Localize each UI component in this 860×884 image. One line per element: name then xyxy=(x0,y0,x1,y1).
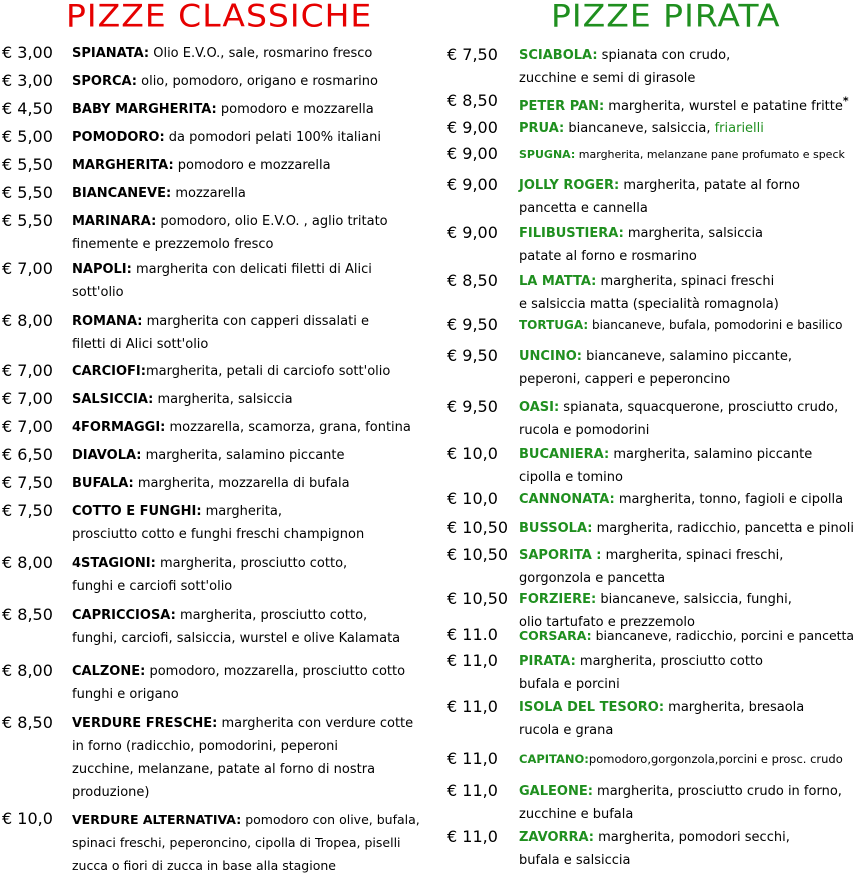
item-description: da pomodori pelati 100% italiani xyxy=(164,130,381,145)
menu-item xyxy=(519,650,763,696)
item-price: € 6,50 xyxy=(2,445,53,464)
item-line xyxy=(519,521,854,536)
menu-item xyxy=(72,712,413,804)
item-name: TORTUGA: xyxy=(519,318,589,332)
item-name: SPUGNA: xyxy=(519,148,576,161)
item-description-continued: funghi e origano xyxy=(72,687,179,702)
item-name: CARCIOFI: xyxy=(72,364,146,379)
item-description: biancaneve, salsiccia, xyxy=(564,121,715,136)
item-price: € 5,00 xyxy=(2,127,53,146)
item-line xyxy=(519,95,849,115)
item-name: POMODORO: xyxy=(72,130,165,145)
item-description: margherita, radicchio, pancetta e pinoli xyxy=(592,521,854,536)
item-description: margherita, prosciutto cotto, xyxy=(175,608,368,623)
menu-item xyxy=(72,472,350,495)
item-name: SPIANATA: xyxy=(72,46,150,61)
item-line xyxy=(519,178,800,193)
menu-item xyxy=(72,552,347,598)
item-price: € 10,50 xyxy=(447,589,509,608)
item-line xyxy=(72,102,374,117)
item-description-continued: filetti di Alici sott'olio xyxy=(72,337,209,352)
item-line xyxy=(72,314,369,329)
menu-item xyxy=(72,360,390,383)
item-description-continued: patate al forno e rosmarino xyxy=(519,249,697,264)
item-description: pomodoro con olive, bufala, xyxy=(241,812,420,827)
item-name: DIAVOLA: xyxy=(72,448,142,463)
menu-item xyxy=(72,388,293,411)
item-description-continued: olio tartufato e prezzemolo xyxy=(519,615,696,630)
item-description-continued: rucola e pomodorini xyxy=(519,423,650,438)
item-description-continued: produzione) xyxy=(72,785,150,800)
item-name: ROMANA: xyxy=(72,314,143,329)
item-description: margherita, wurstel e patatine fritte xyxy=(604,99,843,115)
item-description-continued: zucchine e semi di girasole xyxy=(519,71,696,86)
item-description: margherita, prosciutto crudo in forno, xyxy=(592,784,842,799)
item-line xyxy=(72,812,420,827)
item-price: € 10,50 xyxy=(447,518,509,537)
item-description: biancaneve, salamino piccante, xyxy=(581,349,792,364)
item-description: margherita, prosciutto cotto, xyxy=(155,556,348,571)
item-description: margherita, xyxy=(201,504,283,519)
item-description: pomodoro,gorgonzola,porcini e prosc. crudo xyxy=(588,752,843,766)
item-line xyxy=(519,121,764,136)
menu-item xyxy=(519,117,764,140)
item-name: GALEONE: xyxy=(519,784,593,799)
menu-item xyxy=(519,44,730,90)
item-price: € 3,00 xyxy=(2,43,53,62)
item-name: BUFALA: xyxy=(72,476,134,491)
item-name: BIANCANEVE: xyxy=(72,186,172,201)
item-line xyxy=(72,716,413,731)
item-name: CANNONATA: xyxy=(519,492,615,507)
item-price: € 10,0 xyxy=(447,489,498,508)
menu-item xyxy=(519,222,763,268)
menu-item xyxy=(72,500,364,546)
item-description: margherita, prosciutto cotto xyxy=(575,654,764,669)
item-name: ISOLA DEL TESORO: xyxy=(519,700,665,715)
item-price: € 9,50 xyxy=(447,397,498,416)
item-name: VERDURE ALTERNATIVA: xyxy=(72,812,242,827)
item-description: margherita, bresaola xyxy=(664,700,805,715)
item-description: mozzarella, scamorza, grana, fontina xyxy=(165,420,411,435)
item-price: € 10,0 xyxy=(447,444,498,463)
item-description-continued: cipolla e tomino xyxy=(519,470,623,485)
item-name: CORSARA: xyxy=(519,628,592,643)
item-line xyxy=(72,74,378,89)
item-description: Olio E.V.O., sale, rosmarino fresco xyxy=(149,46,373,61)
item-name: CAPRICCIOSA: xyxy=(72,608,176,623)
item-description-continued: spinaci freschi, peperoncino, cipolla di Tropea, piselli xyxy=(72,835,401,850)
item-price: € 10,0 xyxy=(2,809,53,828)
item-description-continued: finemente e prezzemolo fresco xyxy=(72,237,274,252)
item-price: € 4,50 xyxy=(2,99,53,118)
item-description: margherita, salamino piccante xyxy=(609,447,813,462)
item-description: margherita con verdure cotte xyxy=(217,716,414,731)
item-name: SAPORITA : xyxy=(519,548,602,563)
item-description: pomodoro e mozzarella xyxy=(216,102,374,117)
menu-item xyxy=(72,126,381,149)
menu-item xyxy=(72,604,400,650)
item-price: € 7,50 xyxy=(2,473,53,492)
item-price: € 7,00 xyxy=(2,361,53,380)
item-price: € 7,50 xyxy=(2,501,53,520)
item-line xyxy=(519,274,774,289)
item-description: biancaneve, salsiccia, funghi, xyxy=(596,592,792,607)
item-price: € 5,50 xyxy=(2,183,53,202)
item-description-continued: gorgonzola e pancetta xyxy=(519,571,666,586)
menu-item xyxy=(519,345,792,391)
item-name: MARGHERITA: xyxy=(72,158,174,173)
item-price: € 7,00 xyxy=(2,259,53,278)
item-description: margherita, spinaci freschi, xyxy=(601,548,784,563)
item-line xyxy=(519,752,843,766)
item-price: € 8,00 xyxy=(2,311,53,330)
item-description: olio, pomodoro, origano e rosmarino xyxy=(137,74,378,89)
menu-item xyxy=(519,624,854,647)
item-price: € 9,00 xyxy=(447,223,498,242)
item-description-continued: sott'olio xyxy=(72,285,124,300)
item-line xyxy=(72,476,350,491)
item-description: margherita, mozzarella di bufala xyxy=(133,476,350,491)
item-line xyxy=(519,447,812,462)
item-price: € 9,00 xyxy=(447,118,498,137)
item-name: PRUA: xyxy=(519,121,565,136)
menu-item xyxy=(519,270,779,316)
item-price: € 11,0 xyxy=(447,651,498,670)
item-description: biancaneve, bufala, pomodorini e basilico xyxy=(588,318,843,332)
menu-item xyxy=(72,210,388,256)
item-description: pomodoro e mozzarella xyxy=(173,158,331,173)
item-line xyxy=(72,262,372,277)
item-name: FORZIERE: xyxy=(519,592,597,607)
item-price: € 5,50 xyxy=(2,155,53,174)
item-description: margherita, patate al forno xyxy=(619,178,800,193)
menu-item xyxy=(519,396,838,442)
item-price: € 8,50 xyxy=(2,605,53,624)
item-name: LA MATTA: xyxy=(519,274,597,289)
item-price: € 8,50 xyxy=(2,713,53,732)
item-line xyxy=(72,664,405,679)
item-description: pomodoro, olio E.V.O. , aglio tritato xyxy=(156,214,388,229)
item-description: margherita con delicati filetti di Alici xyxy=(131,262,372,277)
item-name: ZAVORRA: xyxy=(519,830,595,845)
item-name: CAPITANO: xyxy=(519,752,589,766)
item-line xyxy=(72,448,345,463)
item-name: SPORCA: xyxy=(72,74,137,89)
item-line xyxy=(519,492,843,507)
pirata-title: PIZZE PIRATA xyxy=(551,0,781,35)
menu-item xyxy=(519,826,790,872)
item-line xyxy=(519,226,763,241)
menu-item xyxy=(72,42,372,65)
item-description: margherita, salsiccia xyxy=(153,392,293,407)
item-name: BABY MARGHERITA: xyxy=(72,102,217,117)
item-description-continued: zucchine e bufala xyxy=(519,807,634,822)
menu-item xyxy=(72,70,378,93)
item-price: € 11,0 xyxy=(447,781,498,800)
menu-item xyxy=(519,143,845,166)
item-name: COTTO E FUNGHI: xyxy=(72,504,202,519)
menu-item xyxy=(519,488,843,511)
item-description: biancaneve, radicchio, porcini e pancetta xyxy=(591,628,855,643)
menu-item xyxy=(519,544,783,590)
item-name: CALZONE: xyxy=(72,664,146,679)
item-description: margherita, tonno, fagioli e cipolla xyxy=(614,492,844,507)
item-price: € 9,50 xyxy=(447,346,498,365)
item-description: spianata, squacquerone, prosciutto crudo, xyxy=(559,400,839,415)
item-price: € 9,00 xyxy=(447,144,498,163)
menu-item xyxy=(519,90,849,118)
classiche-title: PIZZE CLASSICHE xyxy=(66,0,373,35)
item-name: JOLLY ROGER: xyxy=(519,178,620,193)
item-description: margherita, salsiccia xyxy=(623,226,764,241)
item-line xyxy=(519,349,792,364)
menu-item xyxy=(519,517,854,540)
menu-item xyxy=(519,174,800,220)
item-line xyxy=(72,608,367,623)
menu-item xyxy=(519,696,804,742)
item-name: PIRATA: xyxy=(519,654,576,669)
menu-item xyxy=(72,258,372,304)
item-price: € 11,0 xyxy=(447,827,498,846)
item-description: pomodoro, mozzarella, prosciutto cotto xyxy=(145,664,406,679)
item-price: € 8,50 xyxy=(447,271,498,290)
item-price: € 3,00 xyxy=(2,71,53,90)
item-line xyxy=(519,700,804,715)
menu-item xyxy=(72,310,369,356)
item-description-continued: rucola e grana xyxy=(519,723,614,738)
item-price: € 8,00 xyxy=(2,661,53,680)
item-description-continued: bufala e porcini xyxy=(519,677,620,692)
menu-item xyxy=(72,154,331,177)
item-description-continued: zucca o fiori di zucca in base alla stagione xyxy=(72,858,336,873)
item-line xyxy=(519,784,842,799)
item-line xyxy=(72,556,347,571)
item-name: 4FORMAGGI: xyxy=(72,420,166,435)
menu-item xyxy=(72,182,246,205)
menu-item xyxy=(519,443,812,489)
item-line xyxy=(519,318,842,332)
item-name: UNCINO: xyxy=(519,349,582,364)
item-line xyxy=(72,504,282,519)
item-description-continued: in forno (radicchio, pomodorini, peperoni xyxy=(72,739,339,754)
item-highlight: friarielli xyxy=(714,121,764,136)
item-price: € 7,00 xyxy=(2,417,53,436)
item-description-continued: prosciutto cotto e funghi freschi champignon xyxy=(72,527,365,542)
asterisk-mark: * xyxy=(842,95,849,108)
item-description-continued: e salsiccia matta (specialità romagnola) xyxy=(519,297,779,312)
item-price: € 7,00 xyxy=(2,389,53,408)
item-line xyxy=(519,548,783,563)
item-line xyxy=(72,186,246,201)
item-price: € 9,00 xyxy=(447,175,498,194)
item-line xyxy=(72,130,381,145)
item-description: margherita, spinaci freschi xyxy=(596,274,775,289)
item-price: € 5,50 xyxy=(2,211,53,230)
item-price: € 8,50 xyxy=(447,91,498,110)
item-price: € 11.0 xyxy=(447,625,498,644)
item-name: SCIABOLA: xyxy=(519,48,598,63)
item-line xyxy=(519,48,730,63)
item-description-continued: zucchine, melanzane, patate al forno di nostra xyxy=(72,762,376,777)
item-description-continued: pancetta e cannella xyxy=(519,201,648,216)
item-price: € 8,00 xyxy=(2,553,53,572)
item-line xyxy=(519,830,790,845)
item-line xyxy=(519,654,763,669)
item-name: FILIBUSTIERA: xyxy=(519,226,624,241)
item-line xyxy=(519,400,838,415)
item-description: margherita con capperi dissalati e xyxy=(142,314,369,329)
menu-item xyxy=(72,416,411,439)
item-description-continued: funghi, carciofi, salsiccia, wurstel e olive Kalamata xyxy=(72,631,401,646)
item-description: margherita, salamino piccante xyxy=(141,448,345,463)
item-line xyxy=(519,592,792,607)
item-price: € 11,0 xyxy=(447,749,498,768)
item-description-continued: peperoni, capperi e peperoncino xyxy=(519,372,731,387)
item-price: € 9,50 xyxy=(447,315,498,334)
item-line xyxy=(72,392,293,407)
item-description-continued: bufala e salsiccia xyxy=(519,853,631,868)
menu-item xyxy=(519,748,843,771)
item-name: 4STAGIONI: xyxy=(72,556,156,571)
item-description: margherita, petali di carciofo sott'olio xyxy=(145,364,391,379)
item-name: OASI: xyxy=(519,400,560,415)
item-name: BUSSOLA: xyxy=(519,521,593,536)
item-line xyxy=(72,420,411,435)
item-name: SALSICCIA: xyxy=(72,392,154,407)
menu-item xyxy=(72,660,405,706)
item-line xyxy=(72,364,390,379)
item-line xyxy=(72,214,388,229)
item-name: NAPOLI: xyxy=(72,262,132,277)
item-line xyxy=(519,148,845,161)
item-description: mozzarella xyxy=(171,186,246,201)
menu-item xyxy=(72,98,374,121)
item-description-continued: funghi e carciofi sott'olio xyxy=(72,579,233,594)
item-price: € 10,50 xyxy=(447,545,509,564)
item-description: margherita, melanzane pane profumato e speck xyxy=(575,148,845,161)
item-description: spianata con crudo, xyxy=(597,48,731,63)
item-line xyxy=(72,158,331,173)
item-line xyxy=(72,46,372,61)
item-description: margherita, pomodori secchi, xyxy=(594,830,790,845)
menu-item xyxy=(519,314,842,337)
item-price: € 11,0 xyxy=(447,697,498,716)
menu-item xyxy=(519,780,842,826)
item-line xyxy=(519,628,854,643)
item-name: PETER PAN: xyxy=(519,99,605,115)
item-price: € 7,50 xyxy=(447,45,498,64)
item-name: MARINARA: xyxy=(72,214,157,229)
item-name: BUCANIERA: xyxy=(519,447,610,462)
menu-item xyxy=(72,808,420,877)
menu-item xyxy=(72,444,345,467)
item-name: VERDURE FRESCHE: xyxy=(72,716,218,731)
